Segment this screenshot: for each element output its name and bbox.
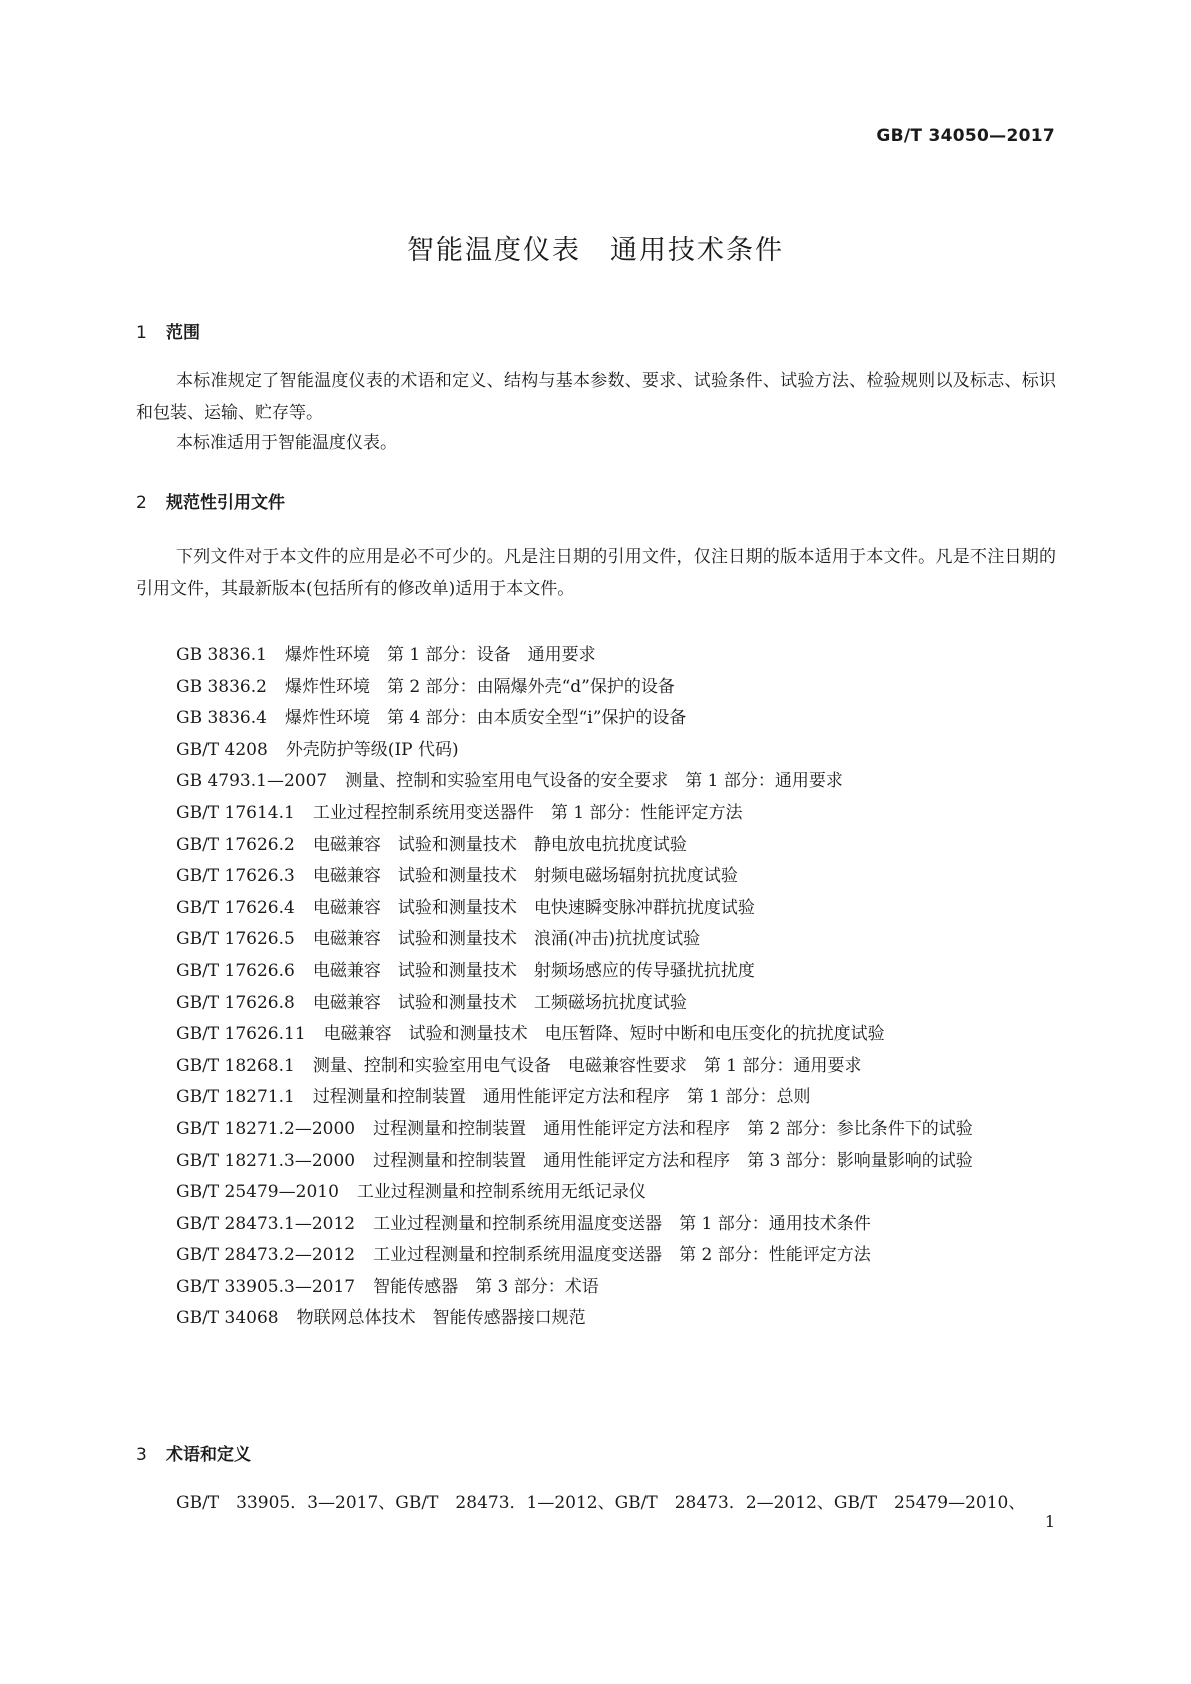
section-1-title: 范围 <box>166 323 200 343</box>
reference-item <box>136 1082 1056 1114</box>
reference-item <box>136 830 1056 862</box>
reference-code: GB/T 17626.11 <box>176 1024 306 1045</box>
reference-title: 电磁兼容 试验和测量技术 浪涌(冲击)抗扰度试验 <box>312 929 701 950</box>
reference-title: 过程测量和控制装置 通用性能评定方法和程序 第 1 部分：总则 <box>312 1087 811 1108</box>
reference-title: 工业过程测量和控制系统用温度变送器 第 2 部分：性能评定方法 <box>373 1245 871 1266</box>
reference-title: 电磁兼容 试验和测量技术 射频场感应的传导骚扰抗扰度 <box>312 960 755 981</box>
section-3-number: 3 <box>136 1445 147 1465</box>
reference-item <box>136 1019 1056 1051</box>
reference-code: GB 4793.1—2007 <box>176 771 328 792</box>
document-title: 智能温度仪表 通用技术条件 <box>407 235 784 266</box>
reference-code: GB/T 28473.1—2012 <box>176 1213 356 1234</box>
scope-paragraph-1: 本标准规定了智能温度仪表的术语和定义、结构与基本参数、要求、试验条件、试验方法、检验规则以及标志、标识和包装、运输、贮存等。 <box>136 371 1056 423</box>
reference-code: GB/T 17626.3 <box>176 866 295 887</box>
reference-code: GB/T 18268.1 <box>176 1055 295 1076</box>
reference-code: GB/T 18271.1 <box>176 1087 295 1108</box>
reference-title: 电磁兼容 试验和测量技术 射频电磁场辐射抗扰度试验 <box>312 866 738 887</box>
reference-code: GB/T 25479—2010 <box>176 1182 339 1203</box>
reference-title: 爆炸性环境 第 4 部分：由本质安全型“i”保护的设备 <box>284 708 687 729</box>
reference-item <box>136 924 1056 956</box>
reference-code: GB/T 4208 <box>176 739 268 760</box>
reference-item <box>136 640 1056 672</box>
reference-item <box>136 766 1056 798</box>
reference-title: 过程测量和控制装置 通用性能评定方法和程序 第 2 部分：参比条件下的试验 <box>373 1118 973 1139</box>
reference-item <box>136 798 1056 830</box>
reference-list <box>136 640 1056 1335</box>
section-2-title: 规范性引用文件 <box>166 493 285 513</box>
reference-title: 电磁兼容 试验和测量技术 电快速瞬变脉冲群抗扰度试验 <box>312 897 755 918</box>
references-intro: 下列文件对于本文件的应用是必不可少的。凡是注日期的引用文件，仅注日期的版本适用于本文件。凡是不注日期的引用文件，其最新版本(包括所有的修改单)适用于本文件。 <box>136 547 1056 599</box>
section-1-number: 1 <box>136 323 147 343</box>
reference-item <box>136 1114 1056 1146</box>
section-3-heading <box>136 1440 251 1465</box>
reference-title: 过程测量和控制装置 通用性能评定方法和程序 第 3 部分：影响量影响的试验 <box>373 1150 973 1171</box>
reference-title: 工业过程测量和控制系统用无纸记录仪 <box>356 1182 646 1203</box>
reference-item <box>136 893 1056 925</box>
reference-title: 智能传感器 第 3 部分：术语 <box>373 1276 599 1297</box>
reference-title: 测量、控制和实验室用电气设备的安全要求 第 1 部分：通用要求 <box>345 771 843 792</box>
reference-code: GB/T 17614.1 <box>176 802 295 823</box>
reference-item <box>136 735 1056 767</box>
reference-code: GB/T 34068 <box>176 1308 279 1329</box>
reference-title: 电磁兼容 试验和测量技术 工频磁场抗扰度试验 <box>312 992 687 1013</box>
reference-item <box>136 1209 1056 1241</box>
reference-title: 外壳防护等级(IP 代码) <box>285 739 459 760</box>
reference-code: GB/T 18271.3—2000 <box>176 1150 356 1171</box>
reference-title: 工业过程测量和控制系统用温度变送器 第 1 部分：通用技术条件 <box>373 1213 871 1234</box>
reference-item <box>136 672 1056 704</box>
reference-code: GB 3836.2 <box>176 676 267 697</box>
reference-code: GB/T 28473.2—2012 <box>176 1245 356 1266</box>
scope-paragraph-2: 本标准适用于智能温度仪表。 <box>176 433 397 453</box>
reference-item <box>136 988 1056 1020</box>
reference-title: 电磁兼容 试验和测量技术 电压暂降、短时中断和电压变化的抗扰度试验 <box>323 1024 885 1045</box>
reference-title: 电磁兼容 试验和测量技术 静电放电抗扰度试验 <box>312 834 687 855</box>
reference-code: GB 3836.1 <box>176 645 267 665</box>
reference-item <box>136 861 1056 893</box>
reference-code: GB/T 17626.2 <box>176 834 295 855</box>
section-1-heading <box>136 318 200 343</box>
reference-code: GB/T 18271.2—2000 <box>176 1118 356 1139</box>
reference-title: 工业过程控制系统用变送器件 第 1 部分：性能评定方法 <box>312 802 743 823</box>
page-number: 1 <box>1044 1512 1055 1531</box>
reference-item <box>136 956 1056 988</box>
section-2-heading <box>136 488 285 513</box>
standard-code: GB/T 34050—2017 <box>876 126 1055 146</box>
reference-code: GB/T 17626.4 <box>176 897 295 918</box>
reference-code: GB/T 33905.3—2017 <box>176 1276 356 1297</box>
reference-item <box>136 1272 1056 1304</box>
reference-title: 爆炸性环境 第 2 部分：由隔爆外壳“d”保护的设备 <box>284 676 675 697</box>
reference-item <box>136 1303 1056 1335</box>
section-3-title: 术语和定义 <box>166 1445 251 1465</box>
reference-code: GB/T 17626.5 <box>176 929 295 950</box>
reference-item <box>136 703 1056 735</box>
reference-code: GB 3836.4 <box>176 708 267 729</box>
reference-item <box>136 1146 1056 1178</box>
reference-code: GB/T 17626.6 <box>176 960 295 981</box>
reference-title: 物联网总体技术 智能传感器接口规范 <box>296 1308 586 1329</box>
reference-item <box>136 1051 1056 1083</box>
reference-item <box>136 1240 1056 1272</box>
reference-item <box>136 1177 1056 1209</box>
terms-paragraph: GB/T 33905．3—2017、GB/T 28473．1—2012、GB/T 28473．2—2012、GB/T 25479—2010、 <box>176 1493 1026 1513</box>
reference-title: 爆炸性环境 第 1 部分：设备 通用要求 <box>284 645 596 665</box>
reference-code: GB/T 17626.8 <box>176 992 295 1013</box>
reference-title: 测量、控制和实验室用电气设备 电磁兼容性要求 第 1 部分：通用要求 <box>312 1055 862 1076</box>
section-2-number: 2 <box>136 493 147 513</box>
